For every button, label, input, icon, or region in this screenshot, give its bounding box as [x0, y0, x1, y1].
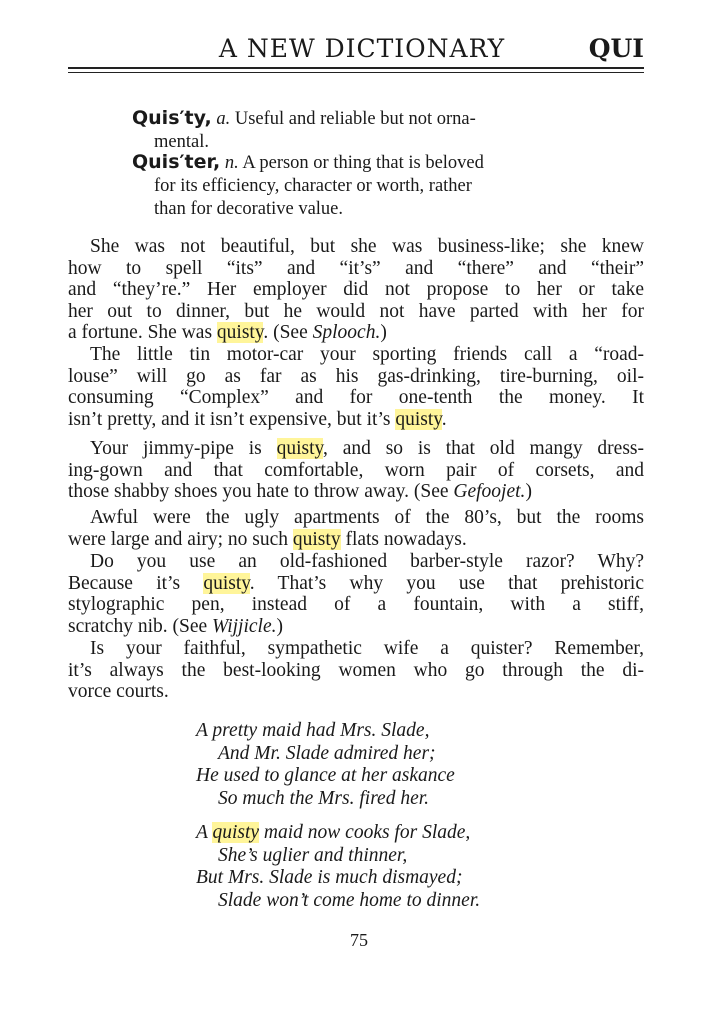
paragraph-1 [68, 236, 644, 344]
header-rule-thin [68, 72, 644, 73]
text-line: consuming “Complex” and for one-tenth the money. It [68, 387, 644, 408]
poem-line: So much the Mrs. fired her. [218, 787, 430, 809]
poem-line: Slade won’t come home to dinner. [218, 889, 481, 911]
text-line: Is your faithful, sympathetic wife a quister? Remember, [90, 638, 644, 659]
poem-stanza-1 [196, 720, 455, 810]
paragraph-5 [68, 551, 644, 637]
poem-line: And Mr. Slade admired her; [218, 742, 436, 764]
poem-line: She’s uglier and thinner, [218, 844, 408, 866]
poem-line: A quisty maid now cooks for Slade, [196, 822, 471, 843]
definition-continued: for its efficiency, character or worth, rather [154, 176, 472, 196]
text-line: Awful were the ugly apartments of the 80’s, but the rooms [90, 507, 644, 528]
poem-line: He used to glance at her askance [196, 765, 455, 786]
part-of-speech: n. [224, 153, 239, 173]
highlighted-word: quisty [216, 322, 264, 343]
highlighted-word: quisty [395, 408, 442, 430]
poem-line: A pretty maid had Mrs. Slade, [196, 720, 430, 741]
highlighted-word: quisty [203, 572, 250, 594]
running-header-title: A NEW DICTIONARY [218, 34, 506, 63]
definition: A person or thing that is beloved [242, 153, 484, 173]
text-line: a fortune. She was quisty. (See Splooch.) [68, 322, 387, 343]
definition: Useful and reliable but not orna- [234, 109, 476, 129]
text-line: scratchy nib. (See Wijjicle.) [68, 615, 283, 637]
header-rule-thick [68, 67, 644, 69]
text-line: vorce courts. [68, 681, 169, 702]
definition-continued: mental. [154, 132, 209, 152]
text-line: The little tin motor-car your sporting friends call a “road- [90, 344, 644, 365]
text-line: her out to dinner, but he would not have parted with her for [68, 300, 644, 322]
paragraph-2 [68, 344, 644, 430]
text-line: were large and airy; no such quisty flats nowadays. [68, 528, 467, 550]
poem-line: But Mrs. Slade is much dismayed; [196, 867, 463, 888]
running-header-section: QUI [588, 34, 644, 63]
highlighted-word: quisty [276, 438, 324, 459]
text-line: ing-gown and that comfortable, worn pair of corsets, and [68, 459, 644, 481]
headword: Quis′ter, [132, 151, 221, 173]
text-line: and “they’re.” Her employer did not propose to her or take [68, 279, 644, 300]
cross-reference: Wijjicle. [212, 615, 277, 637]
paragraph-3 [68, 438, 644, 503]
text-line: those shabby shoes you hate to throw away. (See Gefoojet.) [68, 481, 532, 502]
highlighted-word: quisty [212, 822, 260, 843]
paragraph-6 [68, 638, 644, 703]
headword: Quis′ty, [132, 107, 212, 129]
poem-stanza-2 [196, 822, 480, 912]
cross-reference: Splooch. [312, 322, 381, 343]
text-line: louse” will go as far as his gas-drinking, tire-burning, oil- [68, 365, 644, 387]
text-line: it’s always the best-looking women who go through the di- [68, 659, 644, 681]
highlighted-word: quisty [292, 528, 341, 550]
text-line: isn’t pretty, and it isn’t expensive, but it’s quisty. [68, 408, 447, 430]
cross-reference: Gefoojet. [453, 481, 526, 502]
text-line: She was not beautiful, but she was business-like; she knew [90, 236, 644, 257]
text-line: how to spell “its” and “it’s” and “there” and “their” [68, 257, 644, 279]
text-line: Your jimmy-pipe is quisty, and so is that old mangy dress- [90, 438, 644, 459]
text-line: Do you use an old-fashioned barber-style razor? Why? [90, 551, 644, 572]
text-line: stylographic pen, instead of a fountain, with a stiff, [68, 594, 644, 615]
entry-quisty [132, 107, 582, 154]
paragraph-4 [68, 507, 644, 550]
text-line: Because it’s quisty. That’s why you use that prehistoric [68, 572, 645, 594]
page-number: 75 [350, 930, 368, 950]
entry-quister [132, 151, 582, 221]
definition-continued: than for decorative value. [154, 199, 344, 219]
part-of-speech: a. [216, 109, 231, 129]
